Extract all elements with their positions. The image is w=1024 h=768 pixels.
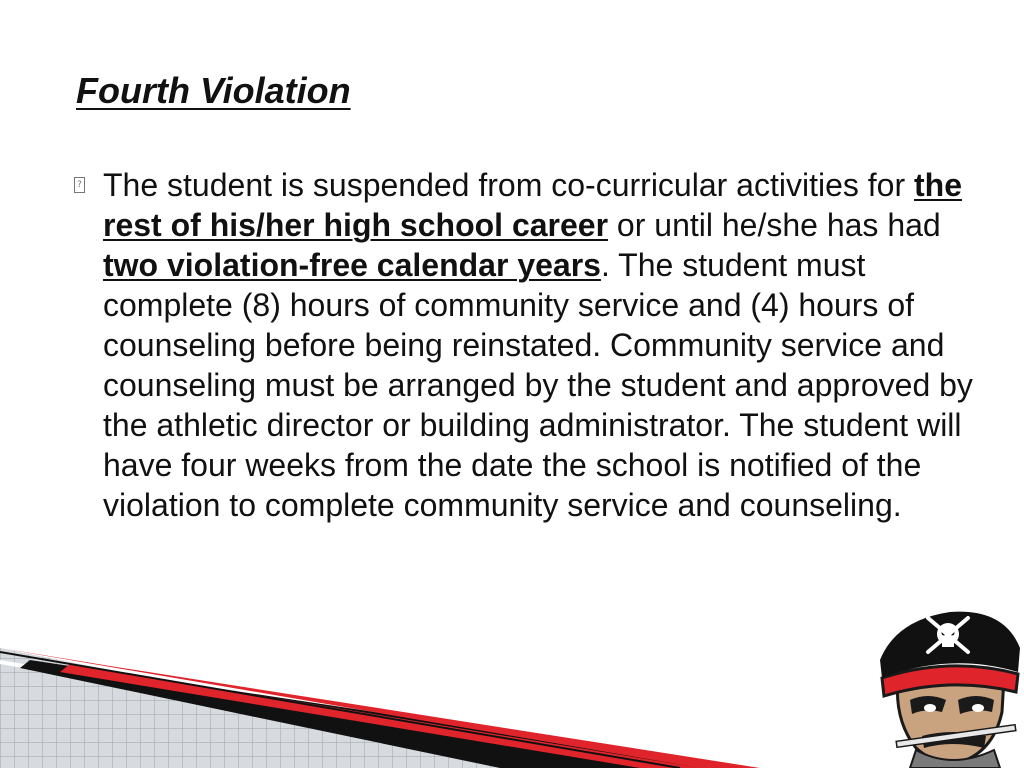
body-text-part-2: or until he/she has had <box>608 207 941 243</box>
body-text-part-1: The student is suspended from co-curricular activities for <box>103 167 914 203</box>
slide-title: Fourth Violation <box>76 70 351 111</box>
pirate-mascot-icon <box>876 600 1024 768</box>
emphasis-career: the rest of his/her high school career <box>103 167 962 243</box>
body-text-part-3: . The student must complete (8) hours of community service and (4) hours of counseling before being reinstated. Community service and counseling must be arranged by the student and approved by the athletic director or building administrator. The student will have four weeks from the date the school is notified of the violation to complete community service and counseling. <box>103 247 973 523</box>
bullet-glyph-icon: ? <box>74 177 85 193</box>
emphasis-years: two violation-free calendar years <box>103 247 601 283</box>
